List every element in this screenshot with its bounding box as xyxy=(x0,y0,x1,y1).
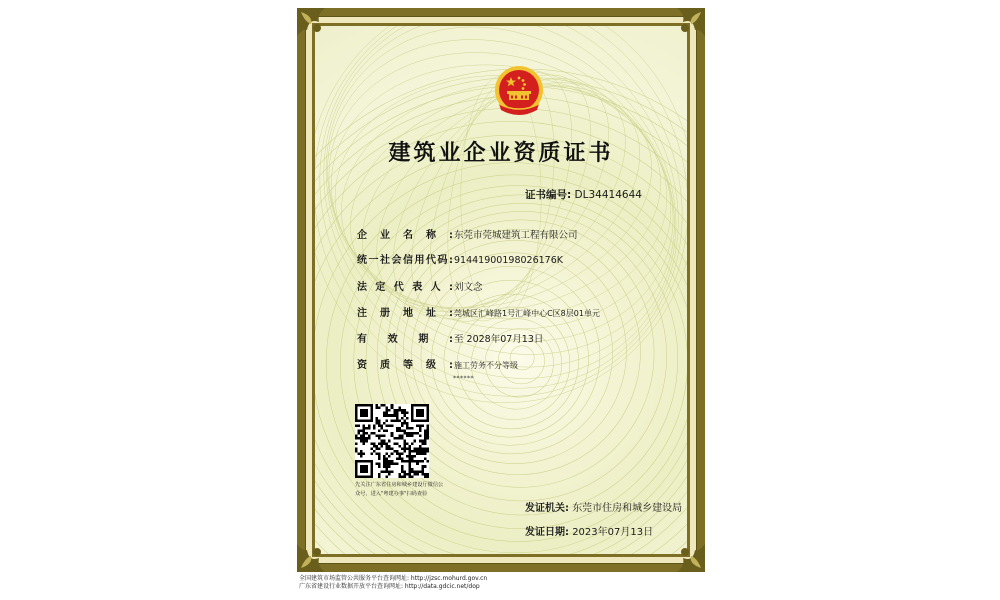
issuing-authority-value: 东莞市住房和城乡建设局 xyxy=(572,503,683,514)
field-legal-representative xyxy=(357,281,483,295)
field-registered-address xyxy=(357,307,600,321)
qr-caption: 先关注广东省住房和城乡建设厅微信公众号，进入"粤建办事"扫码查验 xyxy=(355,482,444,497)
certificate-inner-frame xyxy=(312,23,690,557)
footer-line-national: 全国建筑市场监管公共服务平台查询网址: http://jzsc.mohurd.gov.cn xyxy=(299,575,488,582)
field-value: 东莞市莞城建筑工程有限公司 xyxy=(454,230,578,241)
field-company-name xyxy=(357,229,578,243)
certificate-number xyxy=(525,187,642,202)
field-value: 至 2028年07月13日 xyxy=(454,334,544,345)
verification-footer xyxy=(299,575,487,591)
national-emblem-icon xyxy=(491,64,547,120)
certificate-frame xyxy=(305,16,697,564)
certificate-number-label: 证书编号: xyxy=(525,189,572,201)
corner-ornament-icon xyxy=(295,6,337,48)
field-label: 企业名称: xyxy=(357,230,453,241)
qr-code-icon xyxy=(355,404,429,478)
field-value: 施工劳务不分等级 xyxy=(454,361,518,370)
corner-ornament-icon xyxy=(295,532,337,574)
field-value: 莞城区汇峰路1号汇峰中心C区8层01单元 xyxy=(454,309,600,318)
field-qualification-level xyxy=(357,359,518,373)
field-label: 统一社会信用代码: xyxy=(357,255,453,266)
certificate-title: 建筑业企业资质证书 xyxy=(388,141,614,166)
issue-date-value: 2023年07月13日 xyxy=(572,527,654,538)
certificate xyxy=(297,8,705,572)
field-value: 刘文念 xyxy=(454,282,483,293)
field-label: 有效期: xyxy=(357,334,453,345)
field-value: 91441900198026176K xyxy=(454,255,563,266)
issue-date xyxy=(525,523,653,538)
field-label: 法定代表人: xyxy=(357,282,453,293)
footer-line-provincial: 广东省建设行业数据开放平台查询网址: http://data.gdcic.net/dop xyxy=(299,583,480,590)
field-credit-code xyxy=(357,254,563,268)
issuing-authority xyxy=(525,499,682,514)
certificate-number-value: DL34414644 xyxy=(574,189,642,201)
corner-ornament-icon xyxy=(665,532,707,574)
field-label: 资质等级: xyxy=(357,360,453,371)
stars-separator: ****** xyxy=(453,375,474,382)
corner-ornament-icon xyxy=(665,6,707,48)
issuing-authority-label: 发证机关: xyxy=(525,503,569,514)
field-validity xyxy=(357,333,543,347)
field-label: 注册地址: xyxy=(357,308,453,319)
issue-date-label: 发证日期: xyxy=(525,527,569,538)
certificate-paper xyxy=(315,26,687,554)
